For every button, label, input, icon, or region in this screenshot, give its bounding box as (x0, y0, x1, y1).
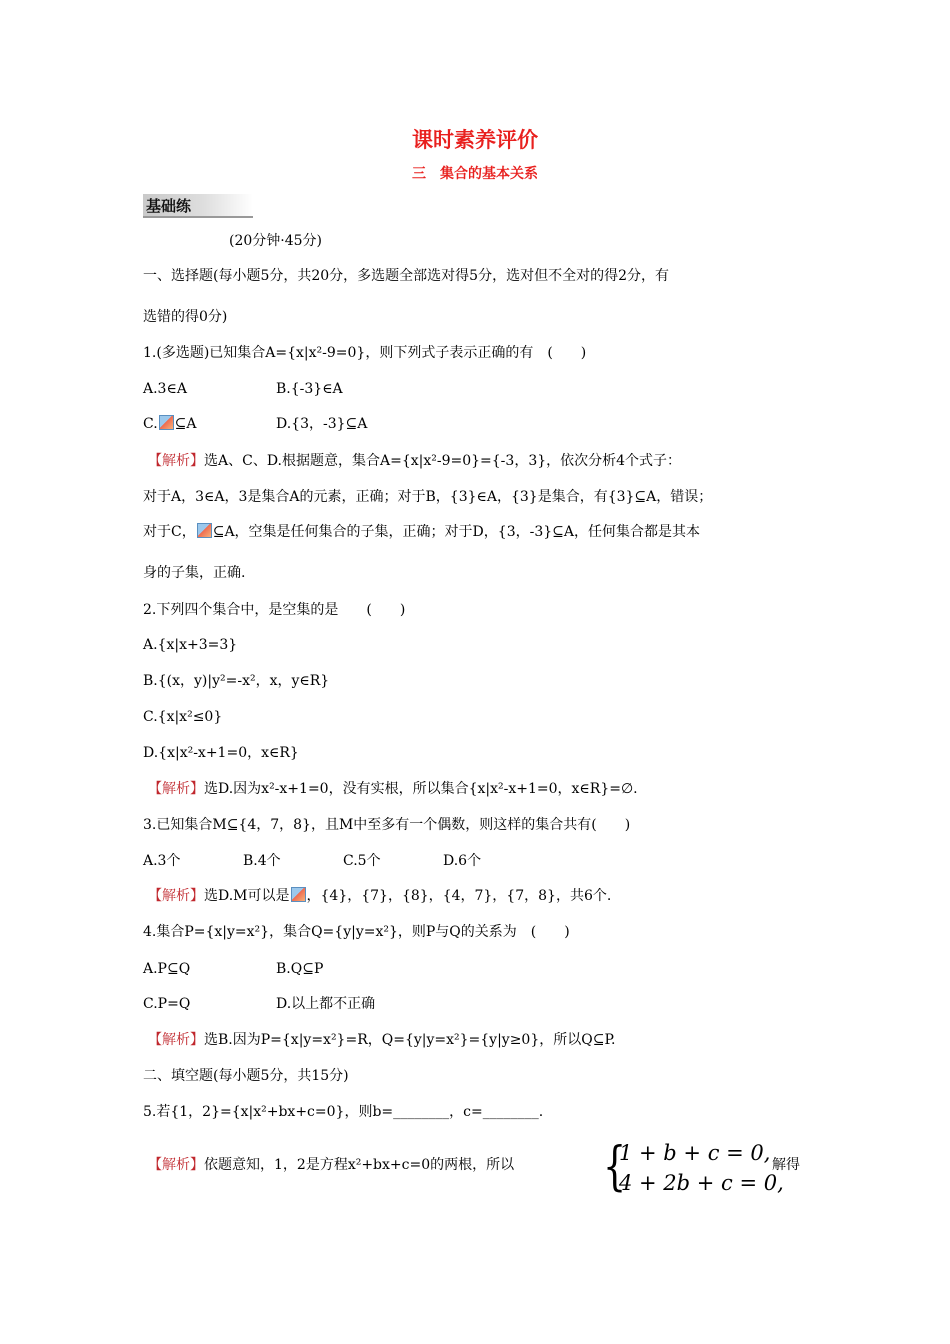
q1-solution-line3 (143, 522, 700, 542)
q1-option-c-text: ⊆A (174, 416, 197, 432)
q4-option-c: C.P=Q (143, 996, 191, 1012)
solution-tag: 【解析】 (148, 1157, 204, 1173)
q1-option-a: A.3∈A (143, 381, 187, 397)
equation-1: 1 + b + c = 0, (619, 1141, 771, 1165)
q3-solution (148, 886, 611, 906)
q4-option-b: B.Q⊆P (276, 961, 324, 977)
q2-stem: 2.下列四个集合中，是空集的是 ( ) (143, 602, 406, 618)
q4-stem: 4.集合P={x|y=x²}，集合Q={y|y=x²}，则P与Q的关系为 ( ) (143, 924, 570, 940)
q3-option-b: B.4个 (243, 853, 281, 869)
left-brace: { (603, 1137, 627, 1197)
empty-set-icon (291, 887, 306, 902)
q4-option-a: A.P⊆Q (143, 961, 191, 977)
q4-solution (148, 1030, 616, 1050)
q1-option-d: D.{3，-3}⊆A (276, 416, 368, 432)
q3-option-a: A.3个 (143, 853, 181, 869)
mc-heading: 一、选择题(每小题5分，共20分，多选题全部选对得5分，选对但不全对的得2分，有 (143, 268, 669, 284)
q1-stem: 1.(多选题)已知集合A={x|x²-9=0}，则下列式子表示正确的有 ( ) (143, 345, 587, 361)
section-label: 基础练 (146, 197, 192, 215)
equation-2: 4 + 2b + c = 0, (619, 1171, 784, 1195)
q5-solution (148, 1155, 514, 1175)
q1-solution-text: 选A、C、D.根据题意，集合A={x|x²-9=0}={-3，3}，依次分析4个式子： (204, 453, 682, 469)
equation-system (603, 1137, 783, 1201)
q5-solution-text: 依题意知，1，2是方程x²+bx+c=0的两根，所以 (204, 1157, 515, 1173)
q3-solution-post: ，{4}，{7}，{8}，{4，7}，{7，8}，共6个. (306, 888, 612, 904)
q2-option-a: A.{x|x+3=3} (143, 637, 238, 653)
page-subtitle: 三 集合的基本关系 (412, 166, 538, 182)
q2-solution (148, 779, 638, 799)
q1-option-c (143, 414, 197, 434)
q1-solution (148, 451, 681, 471)
q1-solution-line2: 对于A，3∈A，3是集合A的元素，正确；对于B，{3}∈A，{3}是集合，有{3}⊆A，错误； (143, 489, 713, 505)
solution-tag: 【解析】 (148, 781, 204, 797)
q1-option-c-label: C. (143, 416, 158, 432)
q1-option-b: B.{-3}∈A (276, 381, 343, 397)
empty-set-icon (197, 523, 212, 538)
q4-solution-text: 选B.因为P={x|y=x²}=R，Q={y|y=x²}={y|y≥0}，所以Q⊆P. (204, 1032, 616, 1048)
q2-option-c: C.{x|x²≤0} (143, 709, 223, 725)
solution-tag: 【解析】 (148, 1032, 204, 1048)
q1-solution-line4: 身的子集，正确. (143, 565, 246, 581)
q2-option-d: D.{x|x²-x+1=0，x∈R} (143, 745, 299, 761)
empty-set-icon (159, 415, 174, 430)
q2-solution-text: 选D.因为x²-x+1=0，没有实根，所以集合{x|x²-x+1=0，x∈R}=∅. (204, 781, 638, 797)
solution-tag: 【解析】 (148, 453, 204, 469)
q3-option-d: D.6个 (443, 853, 482, 869)
q1-solution-line3-post: ⊆A，空集是任何集合的子集，正确；对于D，{3，-3}⊆A，任何集合都是其本 (212, 524, 700, 540)
q3-stem: 3.已知集合M⊆{4，7，8}，且M中至多有一个偶数，则这样的集合共有( ) (143, 817, 631, 833)
fill-heading: 二、填空题(每小题5分，共15分) (143, 1068, 349, 1084)
q3-option-c: C.5个 (343, 853, 381, 869)
time-info: (20分钟·45分) (229, 233, 323, 249)
section-banner (143, 194, 253, 218)
q2-option-b: B.{(x，y)|y²=-x²，x，y∈R} (143, 673, 330, 689)
solution-tag: 【解析】 (148, 888, 204, 904)
q5-solution-tail: 解得 (772, 1157, 800, 1173)
page-title: 课时素养评价 (412, 128, 538, 152)
q4-option-d: D.以上都不正确 (276, 996, 376, 1012)
q3-solution-pre: 选D.M可以是 (204, 888, 290, 904)
q5-stem: 5.若{1，2}={x|x²+bx+c=0}，则b=________，c=________. (143, 1104, 544, 1120)
q1-solution-line3-pre: 对于C， (143, 524, 196, 540)
mc-heading-cont: 选错的得0分) (143, 309, 228, 325)
